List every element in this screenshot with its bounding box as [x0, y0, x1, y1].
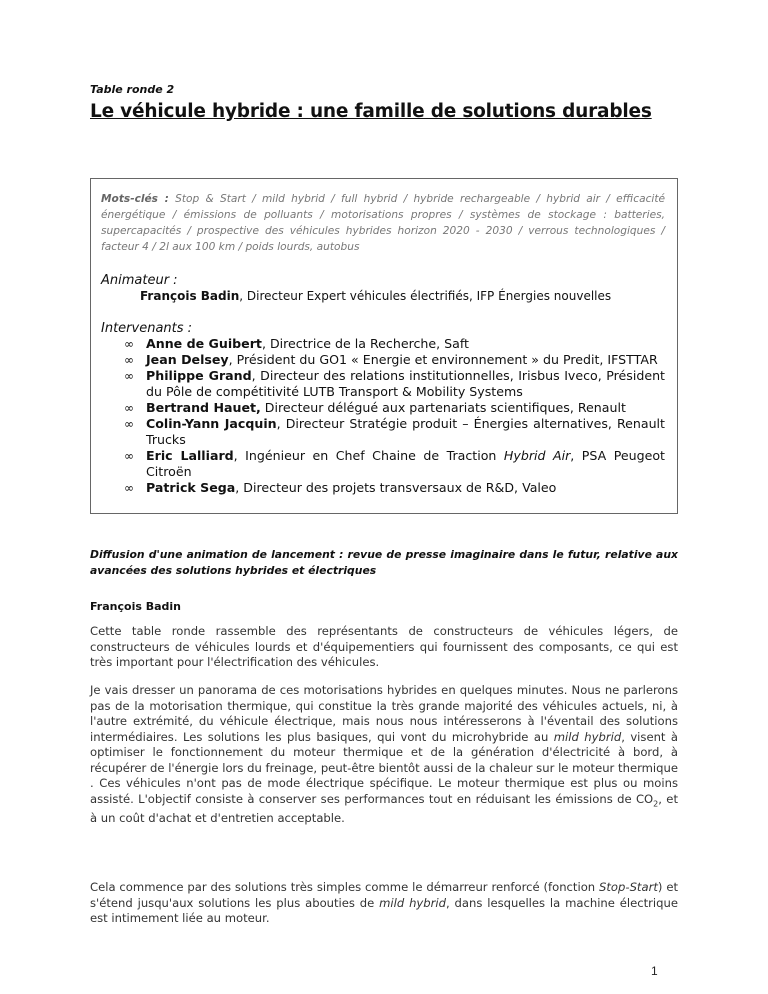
- intervenant-role: Directeur délégué aux partenariats scientifiques, Renault: [260, 400, 626, 415]
- intervenant-name: Colin-Yann Jacquin: [146, 416, 277, 431]
- intervenant-name: Patrick Sega: [146, 480, 236, 495]
- list-item: [101, 336, 665, 352]
- intervenant-role: , Directeur des projets transversaux de R&D, Valeo: [235, 480, 557, 495]
- list-item: [101, 480, 665, 496]
- animateur-label: Animateur :: [101, 273, 178, 288]
- paragraph-3-part-b: ) et s'étend jusqu'aux solutions les plus abouties de: [90, 880, 678, 910]
- intervenant-role: , Ingénieur en Chef Chaine de Traction: [233, 448, 504, 463]
- intervenant-role-after: , PSA Peugeot Citroën: [146, 448, 665, 479]
- intervenant-name: Eric Lalliard: [146, 448, 234, 463]
- page-number: 1: [651, 964, 658, 978]
- paragraph-2-italic: mild hybrid: [553, 729, 622, 744]
- list-item: [101, 448, 665, 480]
- session-label: Table ronde 2: [90, 83, 175, 96]
- intervenant-role: , Directrice de la Recherche, Saft: [261, 336, 469, 351]
- paragraph-2-part-a: Je vais dresser un panorama de ces motorisations hybrides en quelques minutes. Nous ne parlerons pas de la motorisation thermique, qui constitue la très grande majorité des véhicules actuels, ni, à l'autre extrémité, du véhicule électrique, mais nous nous intéresserons à l'éventail des solutions intermédiaires. Les solutions les plus basiques, qui vont du microhybride au: [90, 683, 678, 744]
- intervenant-name: Jean Delsey: [146, 352, 229, 367]
- keywords-paragraph: [101, 191, 665, 255]
- bullet-icon: ∞: [124, 417, 134, 431]
- paragraph-3-italic-1: Stop-Start: [599, 880, 658, 894]
- bullet-icon: ∞: [124, 401, 134, 415]
- paragraph-2: [90, 683, 678, 827]
- intervenant-role: , Président du GO1 « Energie et environnement » du Predit, IFSTTAR: [228, 352, 658, 367]
- intervenant-name: Philippe Grand: [146, 368, 252, 383]
- paragraph-2-part-b: , visent à optimiser le fonctionnement du moteur thermique et de la génération d'électricité à bord, à récupérer de l'énergie lors du freinage, peut-être bientôt aussi de la chaleur sur le moteur thermique . Ces véhicules n'ont pas de mode électrique spécifique. Le moteur thermique est plus ou moins assisté. L'objectif consiste à conserver ses performances tout en réduisant les émissions de CO: [90, 729, 678, 806]
- list-item: [101, 368, 665, 400]
- speaker-name: François Badin: [90, 600, 181, 613]
- paragraph-2-part-c: , et à un coût d'achat et d'entretien acceptable.: [90, 791, 678, 826]
- paragraph-3-italic-2: mild hybrid: [379, 895, 446, 910]
- bullet-icon: ∞: [124, 481, 134, 495]
- bullet-icon: ∞: [124, 337, 134, 351]
- keywords-text: Stop & Start / mild hybrid / full hybrid / hybride rechargeable / hybrid air / efficacité énergétique / émissions de polluants / motorisations propres / systèmes de stockage : batteries, supercapacités / prospective des véhicules hybrides horizon 2020 - 2030 / verrous technologiques / facteur 4 / 2l aux 100 km / poids lourds, autobus: [101, 193, 666, 253]
- animateur-role: , Directeur Expert véhicules électrifiés, IFP Énergies nouvelles: [239, 289, 612, 303]
- co2-subscript: 2: [653, 798, 659, 808]
- intervenant-role-italic: Hybrid Air: [503, 448, 571, 463]
- intervenants-label: Intervenants :: [101, 321, 193, 336]
- intervenant-name: Bertrand Hauet,: [146, 400, 261, 415]
- animateur-name: François Badin: [140, 289, 240, 303]
- intervenants-list: [101, 336, 665, 496]
- paragraph-1: Cette table ronde rassemble des représentants de constructeurs de véhicules légers, de constructeurs de véhicules lourds et d'équipementiers qui fournissent des composants, ce qui est très important pour l'électrification des véhicules.: [90, 624, 678, 669]
- paragraph-3-part-a: Cela commence par des solutions très simples comme le démarreur renforcé (fonction: [90, 880, 600, 894]
- bullet-icon: ∞: [124, 369, 134, 383]
- intervenant-name: Anne de Guibert: [146, 336, 262, 351]
- animateur-line: [101, 289, 665, 303]
- list-item: [101, 416, 665, 448]
- bullet-icon: ∞: [124, 353, 134, 367]
- list-item: [101, 400, 665, 416]
- diffusion-heading: Diffusion d'une animation de lancement : revue de presse imaginaire dans le futur, relative aux avancées des solutions hybrides et électriques: [90, 548, 678, 577]
- paragraph-3: [90, 880, 678, 927]
- intervenant-role: , Directeur Stratégie produit – Énergies alternatives, Renault Trucks: [146, 416, 665, 447]
- keywords-label: Mots-clés :: [101, 193, 169, 205]
- page-title: Le véhicule hybride : une famille de solutions durables: [90, 101, 652, 122]
- list-item: [101, 352, 665, 368]
- paragraph-3-part-c: , dans lesquelles la machine électrique est intimement liée au moteur.: [90, 895, 678, 925]
- intervenant-role: , Directeur des relations institutionnelles, Irisbus Iveco, Président du Pôle de compétitivité LUTB Transport & Mobility Systems: [146, 368, 665, 399]
- bullet-icon: ∞: [124, 449, 134, 463]
- session-info-box: [90, 178, 678, 514]
